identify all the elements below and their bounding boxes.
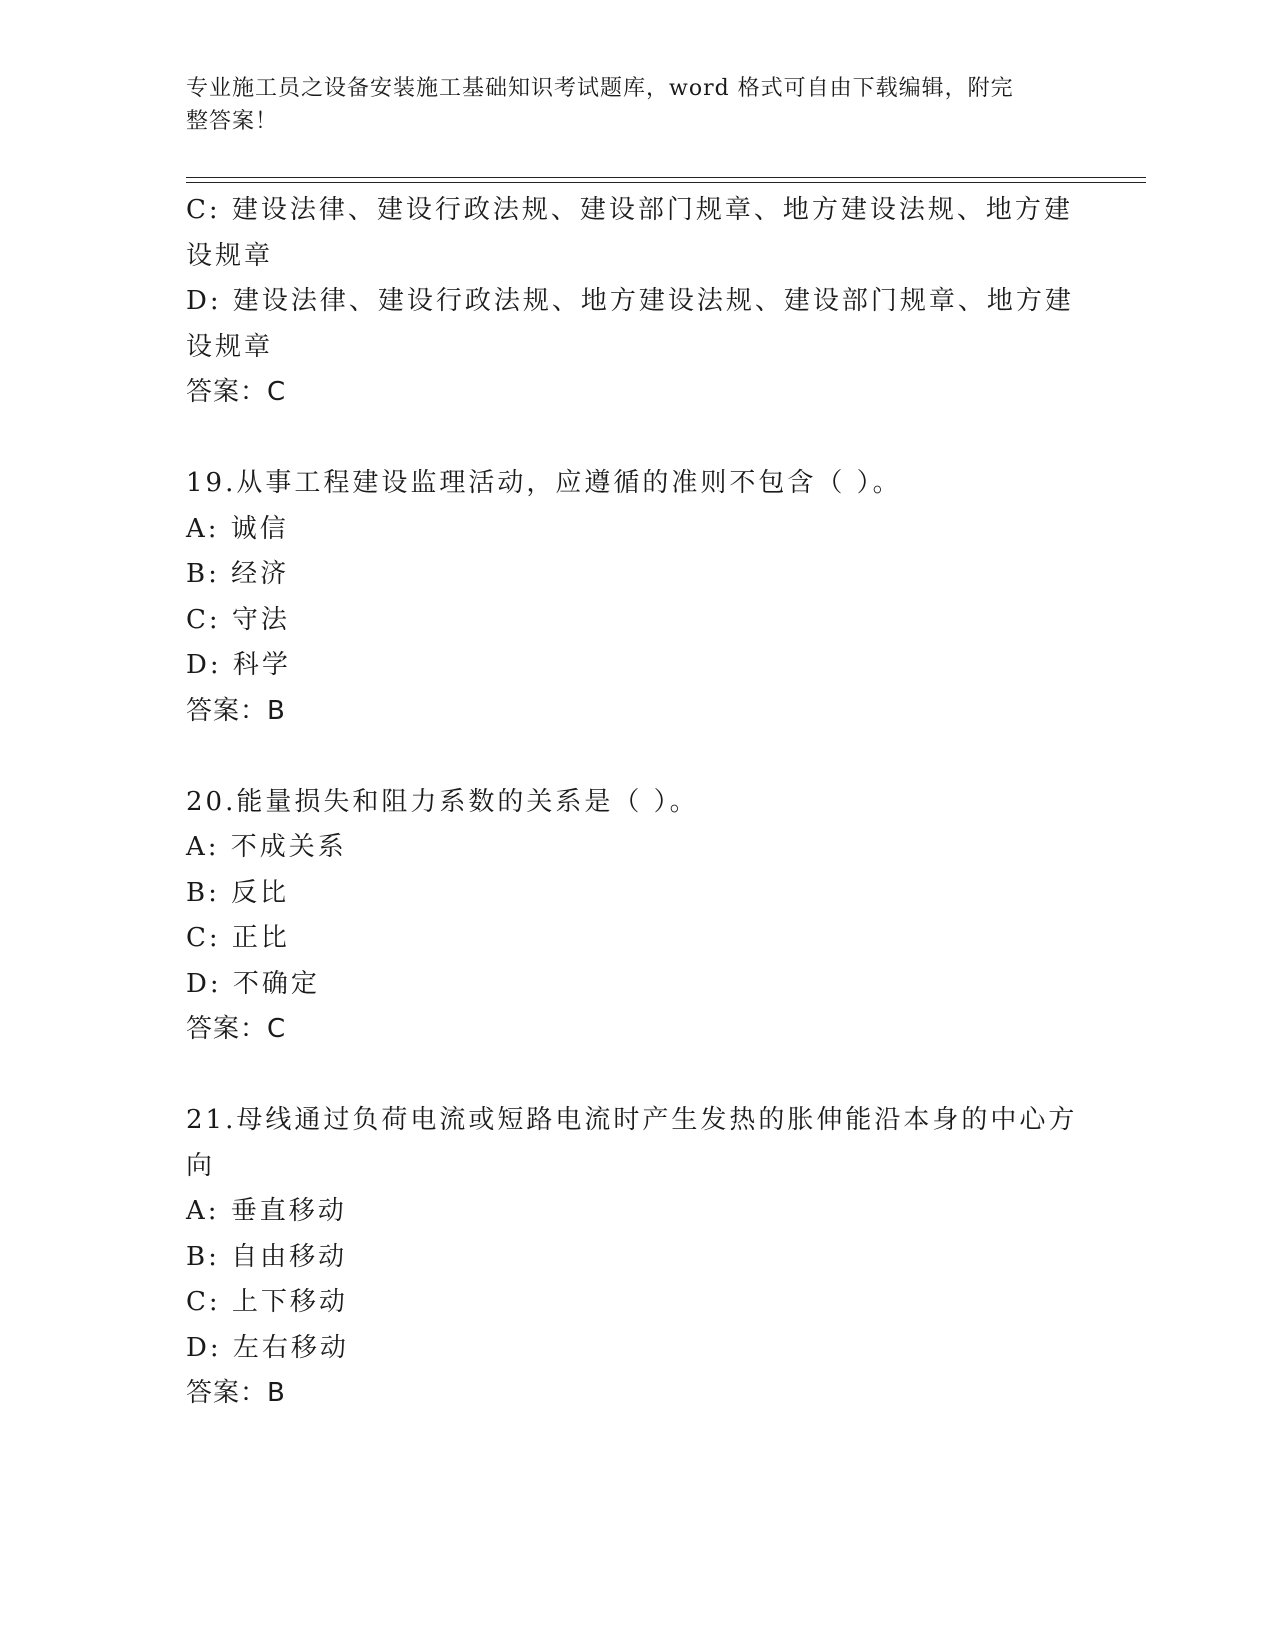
question-stem: 21.母线通过负荷电流或短路电流时产生发热的胀伸能沿本身的中心方 (186, 1105, 1078, 1135)
question-stem: 19.从事工程建设监理活动，应遵循的准则不包含（ ）。 (186, 468, 902, 498)
option-a: A: 垂直移动 (186, 1196, 347, 1226)
header-divider-top (186, 177, 1146, 178)
question-stem: 20.能量损失和阻力系数的关系是（ ）。 (186, 786, 699, 817)
option-d: D: 建设法律、建设行政法规、地方建设法规、建设部门规章、地方建 (186, 286, 1074, 316)
option-d: D: 左右移动 (186, 1332, 349, 1363)
spacer (186, 734, 1086, 780)
question-block-18-continued (186, 188, 1086, 416)
question-list (186, 188, 1086, 1417)
question-stem-continued: 向 (186, 1150, 216, 1181)
option-b: B: 反比 (186, 877, 290, 908)
option-a: A: 不成关系 (186, 832, 347, 862)
option-c: C: 上下移动 (186, 1287, 348, 1317)
spacer (186, 416, 1086, 462)
question-block-19 (186, 461, 1086, 734)
option-c-continued: 设规章 (186, 240, 274, 271)
spacer (186, 1053, 1086, 1099)
document-header (186, 72, 1066, 138)
option-b: B: 经济 (186, 559, 290, 589)
option-d: D: 不确定 (186, 968, 320, 999)
header-text-line-1: 专业施工员之设备安装施工基础知识考试题库，word 格式可自由下载编辑，附完 (186, 76, 1014, 101)
answer: 答案：B (186, 1378, 286, 1408)
header-text-line-2: 整答案！ (186, 109, 279, 134)
answer: 答案：B (186, 695, 286, 726)
option-d: D: 科学 (186, 650, 291, 680)
option-b: B: 自由移动 (186, 1241, 348, 1272)
question-block-21 (186, 1098, 1086, 1417)
answer: 答案：C (186, 1014, 287, 1044)
header-divider-bottom (186, 182, 1146, 183)
option-c: C: 建设法律、建设行政法规、建设部门规章、地方建设法规、地方建 (186, 195, 1073, 225)
option-a: A: 诚信 (186, 513, 289, 544)
option-d-continued: 设规章 (186, 331, 274, 362)
option-c: C: 正比 (186, 923, 290, 953)
answer: 答案：C (186, 377, 287, 407)
question-block-20 (186, 780, 1086, 1053)
option-c: C: 守法 (186, 604, 290, 635)
